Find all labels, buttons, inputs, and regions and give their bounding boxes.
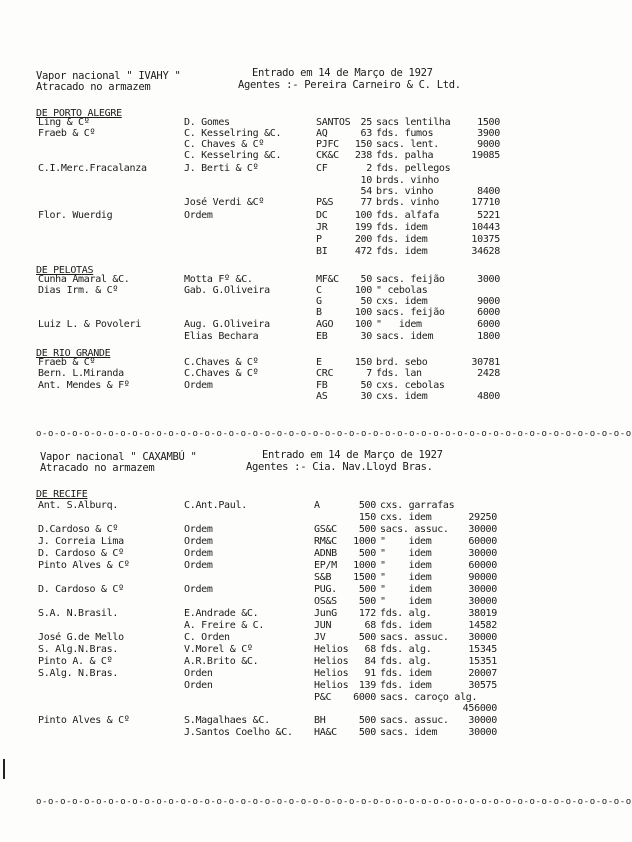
consignee-cell: E.Andrade &C. <box>184 608 259 619</box>
consignee-cell: C.Chaves & Cº <box>184 368 259 379</box>
port-heading: DE PORTO ALEGRE <box>36 108 122 119</box>
consignee-cell: J. Berti & Cº <box>184 163 259 174</box>
description-cell: sacs. assuc. <box>380 715 449 726</box>
description-cell: " idem <box>380 548 432 559</box>
mark-cell: Helios <box>314 644 349 655</box>
quantity-cell: 100 <box>354 307 372 318</box>
description-cell: " idem <box>380 584 432 595</box>
consignee-cell: C.Chaves & Cº <box>184 357 259 368</box>
description-cell: fds. idem <box>376 246 428 257</box>
mark-cell: CRC <box>316 368 334 379</box>
consignee-cell: Ordem <box>184 524 213 535</box>
weight-cell: 15345 <box>468 644 497 655</box>
shipper-cell: D.Cardoso & Cº <box>38 524 119 535</box>
weight-cell: 30000 <box>468 584 497 595</box>
quantity-cell: 1500 <box>353 572 376 583</box>
description-cell: cxs. garrafas <box>380 500 455 511</box>
mark-cell: C <box>316 285 322 296</box>
consignee-cell: C. Kesselring &C. <box>184 128 282 139</box>
mark-cell: AQ <box>316 128 328 139</box>
description-cell: cxs. cebolas <box>376 380 445 391</box>
quantity-cell: 50 <box>360 296 372 307</box>
quantity-cell: 10 <box>360 175 372 186</box>
mark-cell: P <box>316 234 322 245</box>
mark-cell: S&B <box>314 572 332 583</box>
consignee-cell: C. Chaves & Cº <box>184 139 265 150</box>
description-cell: cxs. idem <box>376 296 428 307</box>
weight-cell: 60000 <box>468 560 497 571</box>
description-cell: " idem <box>380 560 432 571</box>
mark-cell: Helios <box>314 656 349 667</box>
quantity-cell: 500 <box>358 727 376 738</box>
shipper-cell: Luiz L. & Povoleri <box>38 319 141 330</box>
shipper-cell: S.Alg. N.Bras. <box>38 668 119 679</box>
shipper-cell: D. Cardoso & Cº <box>38 548 124 559</box>
berth-line: Atracado no armazem <box>40 462 155 474</box>
quantity-cell: 172 <box>358 608 376 619</box>
mark-cell: PJFC <box>316 139 339 150</box>
weight-cell: 34628 <box>471 246 500 257</box>
weight-cell: 90000 <box>468 572 497 583</box>
mark-cell: SANTOS <box>316 117 351 128</box>
description-cell: sacs. idem <box>380 727 438 738</box>
consignee-cell: Ordem <box>184 560 213 571</box>
consignee-cell: A.R.Brito &C. <box>184 656 259 667</box>
shipper-cell: Ant. Mendes & Fº <box>38 380 130 391</box>
description-cell: sacs. feijão <box>376 274 445 285</box>
consignee-cell: Ordem <box>184 584 213 595</box>
shipper-cell: Bern. L.Miranda <box>38 368 124 379</box>
weight-cell: 1800 <box>477 331 500 342</box>
quantity-cell: 199 <box>354 222 372 233</box>
consignee-cell: Elias Bechara <box>184 331 259 342</box>
weight-cell: 38019 <box>468 608 497 619</box>
description-cell: fds. idem <box>376 234 428 245</box>
quantity-cell: 30 <box>360 331 372 342</box>
mark-cell: A <box>314 500 320 511</box>
weight-cell: 10443 <box>471 222 500 233</box>
quantity-cell: 100 <box>354 285 372 296</box>
quantity-cell: 1000 <box>353 560 376 571</box>
consignee-cell: S.Magalhaes &C. <box>184 715 270 726</box>
mark-cell: MF&C <box>316 274 339 285</box>
mark-cell: GS&C <box>314 524 337 535</box>
weight-cell: 4800 <box>477 391 500 402</box>
description-cell: " idem <box>376 319 422 330</box>
mark-cell: DC <box>316 210 328 221</box>
mark-cell: BH <box>314 715 326 726</box>
consignee-cell: C.Ant.Paul. <box>184 500 247 511</box>
quantity-cell: 500 <box>358 632 376 643</box>
quantity-cell: 7 <box>366 368 372 379</box>
shipper-cell: S.A. N.Brasil. <box>38 608 119 619</box>
mark-cell: P&C <box>314 692 332 703</box>
quantity-cell: 91 <box>364 668 376 679</box>
shipper-cell: Dias Irm. & Cº <box>38 285 119 296</box>
vessel-line: Vapor nacional " CAXAMBÚ " <box>40 451 197 463</box>
weight-cell: 30781 <box>471 357 500 368</box>
quantity-cell: 150 <box>354 357 372 368</box>
mark-cell: EB <box>316 331 328 342</box>
port-heading: DE RECIFE <box>36 489 88 500</box>
mark-cell: ADNB <box>314 548 337 559</box>
port-heading: DE PELOTAS <box>36 265 94 276</box>
consignee-cell: Ordem <box>184 536 213 547</box>
weight-cell: 6000 <box>477 307 500 318</box>
description-cell: fds. alfafa <box>376 210 439 221</box>
weight-cell: 3900 <box>477 128 500 139</box>
agents-line: Agentes :- Cia. Nav.Lloyd Bras. <box>246 461 433 473</box>
mark-cell: Helios <box>314 668 349 679</box>
description-cell: sacs lentilha <box>376 117 451 128</box>
mark-cell: Helios <box>314 680 349 691</box>
shipper-cell: S. Alg.N.Bras. <box>38 644 119 655</box>
weight-cell: 20007 <box>468 668 497 679</box>
description-cell: cxs. idem <box>380 512 432 523</box>
entry-line: Entrado em 14 de Março de 1927 <box>252 67 433 79</box>
quantity-cell: 150 <box>354 139 372 150</box>
quantity-cell: 2 <box>366 163 372 174</box>
description-cell: fds. idem <box>380 620 432 631</box>
quantity-cell: 54 <box>360 186 372 197</box>
quantity-cell: 63 <box>360 128 372 139</box>
weight-cell: 60000 <box>468 536 497 547</box>
mark-cell: EP/M <box>314 560 337 571</box>
description-cell: fds. lan <box>376 368 422 379</box>
description-cell: fds. alg. <box>380 656 432 667</box>
consignee-cell: José Verdi &Cº <box>184 197 265 208</box>
quantity-cell: 77 <box>360 197 372 208</box>
description-cell: fds. alg. <box>380 608 432 619</box>
description-cell: " idem <box>380 572 432 583</box>
shipper-cell: Pinto Alves & Cº <box>38 715 130 726</box>
description-cell: cxs. idem <box>376 391 428 402</box>
quantity-cell: 500 <box>358 584 376 595</box>
mark-cell: FB <box>316 380 328 391</box>
shipper-cell: D. Cardoso & Cº <box>38 584 124 595</box>
consignee-cell: J.Santos Coelho &C. <box>184 727 293 738</box>
consignee-cell: Gab. G.Oliveira <box>184 285 270 296</box>
section-divider: o-o-o-o-o-o-o-o-o-o-o-o-o-o-o-o-o-o-o-o-o-o-o-o-o-o-o-o-o-o-o-o-o-o-o-o-o-o-o-o-o-o-o-o-o-o-o-o-o-o <box>36 797 632 807</box>
binding-mark <box>3 759 5 779</box>
quantity-cell: 500 <box>358 524 376 535</box>
quantity-cell: 500 <box>358 500 376 511</box>
consignee-cell: Aug. G.Oliveira <box>184 319 270 330</box>
quantity-cell: 139 <box>358 680 376 691</box>
weight-cell: 456000 <box>462 703 497 714</box>
berth-line: Atracado no armazem <box>36 81 151 93</box>
description-cell: fds. fumos <box>376 128 434 139</box>
description-cell: fds. palha <box>376 150 434 161</box>
consignee-cell: Orden <box>184 680 213 691</box>
port-heading: DE RIO GRANDE <box>36 348 111 359</box>
consignee-cell: Ordem <box>184 380 213 391</box>
consignee-cell: A. Freire & C. <box>184 620 265 631</box>
weight-cell: 3000 <box>477 274 500 285</box>
description-cell: sacs. assuc. <box>380 524 449 535</box>
shipper-cell: Ant. S.Alburq. <box>38 500 119 511</box>
mark-cell: P&S <box>316 197 334 208</box>
description-cell: " idem <box>380 596 432 607</box>
shipper-cell: Cunha Amaral &C. <box>38 274 130 285</box>
mark-cell: JV <box>314 632 326 643</box>
mark-cell: B <box>316 307 322 318</box>
weight-cell: 30000 <box>468 727 497 738</box>
quantity-cell: 100 <box>354 319 372 330</box>
quantity-cell: 50 <box>360 380 372 391</box>
quantity-cell: 500 <box>358 596 376 607</box>
description-cell: fds. pellegos <box>376 163 451 174</box>
mark-cell: BI <box>316 246 328 257</box>
quantity-cell: 500 <box>358 548 376 559</box>
quantity-cell: 1000 <box>353 536 376 547</box>
mark-cell: JUN <box>314 620 332 631</box>
shipper-cell: Ling & Cº <box>38 117 90 128</box>
quantity-cell: 6000 <box>353 692 376 703</box>
description-cell: " idem <box>380 536 432 547</box>
description-cell: sacs. caroço alg. <box>380 692 478 703</box>
weight-cell: 30000 <box>468 524 497 535</box>
weight-cell: 17710 <box>471 197 500 208</box>
consignee-cell: C. Kesselring &C. <box>184 150 282 161</box>
weight-cell: 6000 <box>477 319 500 330</box>
consignee-cell: Ordem <box>184 210 213 221</box>
mark-cell: HA&C <box>314 727 337 738</box>
entry-line: Entrado em 14 de Março de 1927 <box>262 449 443 461</box>
shipper-cell: Pinto Alves & Cº <box>38 560 130 571</box>
shipper-cell: Pinto A. & Cº <box>38 656 113 667</box>
quantity-cell: 68 <box>364 620 376 631</box>
description-cell: sacs. lent. <box>376 139 439 150</box>
section-divider: o-o-o-o-o-o-o-o-o-o-o-o-o-o-o-o-o-o-o-o-o-o-o-o-o-o-o-o-o-o-o-o-o-o-o-o-o-o-o-o-o-o-o-o-o-o-o-o-o-o <box>36 429 632 439</box>
mark-cell: AGO <box>316 319 334 330</box>
weight-cell: 19085 <box>471 150 500 161</box>
shipper-cell: C.I.Merc.Fracalanza <box>38 163 147 174</box>
description-cell: fds. alg. <box>380 644 432 655</box>
quantity-cell: 100 <box>354 210 372 221</box>
description-cell: brds. vinho <box>376 175 439 186</box>
description-cell: brds. vinho <box>376 197 439 208</box>
description-cell: sacs. feijão <box>376 307 445 318</box>
shipper-cell: José G.de Mello <box>38 632 124 643</box>
shipper-cell: J. Correia Lima <box>38 536 124 547</box>
weight-cell: 30000 <box>468 596 497 607</box>
weight-cell: 2428 <box>477 368 500 379</box>
description-cell: sacs. idem <box>376 331 434 342</box>
weight-cell: 8400 <box>477 186 500 197</box>
mark-cell: PUG. <box>314 584 337 595</box>
mark-cell: E <box>316 357 322 368</box>
description-cell: brd. sebo <box>376 357 428 368</box>
quantity-cell: 84 <box>364 656 376 667</box>
weight-cell: 30000 <box>468 632 497 643</box>
mark-cell: JunG <box>314 608 337 619</box>
consignee-cell: V.Morel & Cº <box>184 644 253 655</box>
description-cell: fds. idem <box>380 668 432 679</box>
weight-cell: 10375 <box>471 234 500 245</box>
mark-cell: RM&C <box>314 536 337 547</box>
description-cell: fds. idem <box>376 222 428 233</box>
quantity-cell: 25 <box>360 117 372 128</box>
shipper-cell: Fraeb & Cº <box>38 128 96 139</box>
weight-cell: 29250 <box>468 512 497 523</box>
consignee-cell: D. Gomes <box>184 117 230 128</box>
weight-cell: 9000 <box>477 296 500 307</box>
shipper-cell: Fraeb & Cº <box>38 357 96 368</box>
quantity-cell: 30 <box>360 391 372 402</box>
weight-cell: 5221 <box>477 210 500 221</box>
weight-cell: 30000 <box>468 715 497 726</box>
weight-cell: 1500 <box>477 117 500 128</box>
description-cell: sacs. assuc. <box>380 632 449 643</box>
agents-line: Agentes :- Pereira Carneiro & C. Ltd. <box>238 79 461 91</box>
mark-cell: CF <box>316 163 328 174</box>
shipper-cell: Flor. Wuerdig <box>38 210 113 221</box>
description-cell: " cebolas <box>376 285 428 296</box>
weight-cell: 9000 <box>477 139 500 150</box>
quantity-cell: 500 <box>358 715 376 726</box>
mark-cell: AS <box>316 391 328 402</box>
quantity-cell: 50 <box>360 274 372 285</box>
quantity-cell: 238 <box>354 150 372 161</box>
consignee-cell: Ordem <box>184 548 213 559</box>
quantity-cell: 200 <box>354 234 372 245</box>
description-cell: brs. vinho <box>376 186 434 197</box>
mark-cell: OS&S <box>314 596 337 607</box>
vessel-line: Vapor nacional " IVAHY " <box>36 70 181 82</box>
mark-cell: G <box>316 296 322 307</box>
weight-cell: 14582 <box>468 620 497 631</box>
quantity-cell: 150 <box>358 512 376 523</box>
quantity-cell: 68 <box>364 644 376 655</box>
mark-cell: CK&C <box>316 150 339 161</box>
weight-cell: 30000 <box>468 548 497 559</box>
quantity-cell: 472 <box>354 246 372 257</box>
weight-cell: 15351 <box>468 656 497 667</box>
consignee-cell: C. Orden <box>184 632 230 643</box>
weight-cell: 30575 <box>468 680 497 691</box>
consignee-cell: Orden <box>184 668 213 679</box>
mark-cell: JR <box>316 222 328 233</box>
consignee-cell: Motta Fº &C. <box>184 274 253 285</box>
description-cell: fds. idem <box>380 680 432 691</box>
